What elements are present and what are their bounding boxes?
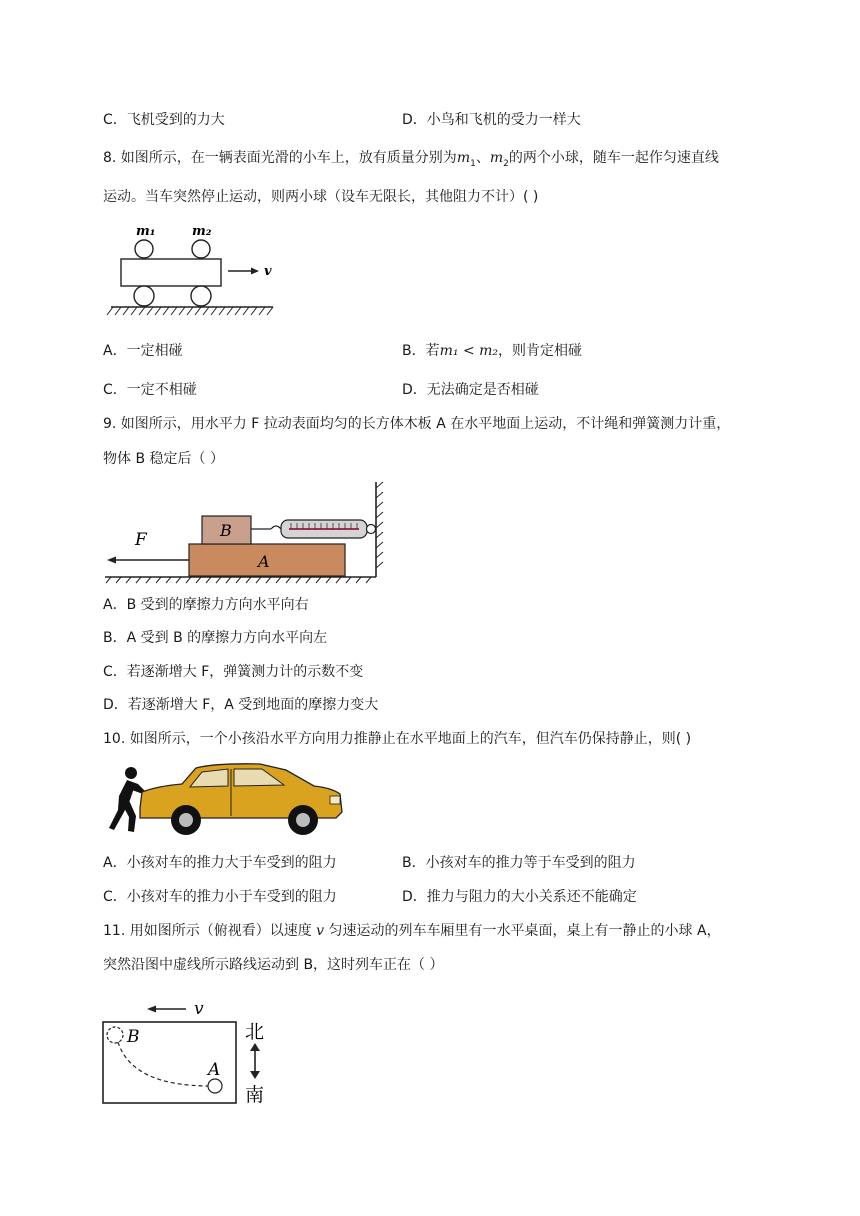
ball-m1 <box>135 240 153 258</box>
q9-option-b: B．A 受到 B 的摩擦力方向水平向左 <box>103 630 328 646</box>
label-a: A <box>208 1060 221 1080</box>
q9-option-c: C．若逐渐增大 F，弹簧测力计的示数不变 <box>103 664 364 680</box>
q10-car-figure <box>100 760 350 840</box>
cart-body <box>121 259 221 286</box>
q8-option-c: C．一定不相碰 <box>103 382 197 398</box>
south-arrow-icon <box>250 1071 260 1079</box>
label-f: F <box>135 530 147 550</box>
velocity-arrowhead-icon <box>147 1006 156 1013</box>
q7-option-c: C．飞机受到的力大 <box>103 112 225 128</box>
q8-m2-symbol: m <box>489 150 504 166</box>
q8-m2-subscript: 2 <box>503 158 509 169</box>
cart-wheel-right <box>191 286 211 306</box>
q11-stem-text-b: 匀速运动的列车车厢里有一水平桌面，桌上有一静止的小球 A， <box>324 923 721 939</box>
q8-m1-symbol: m <box>456 150 471 166</box>
q9-option-d: D．若逐渐增大 F，A 受到地面的摩擦力变大 <box>103 697 379 713</box>
q11-stem-line2: 突然沿图中虚线所示路线运动到 B，这时列车正在（ ） <box>103 957 444 973</box>
q10-option-c: C．小孩对车的推力小于车受到的阻力 <box>103 889 337 905</box>
ball-a <box>208 1079 222 1093</box>
q8-separator: 、 <box>475 150 490 166</box>
north-arrow-icon <box>250 1043 260 1051</box>
q9-stem-line2: 物体 B 稳定后（ ） <box>103 451 224 467</box>
q10-option-a: A．小孩对车的推力大于车受到的阻力 <box>103 855 337 871</box>
q8-stem-text-a: 8. 如图所示，在一辆表面光滑的小车上，放有质量分别为 <box>103 150 457 166</box>
q7-option-d: D．小鸟和飞机的受力一样大 <box>402 112 581 128</box>
q8-option-d: D．无法确定是否相碰 <box>402 382 539 398</box>
q8-stem-line2: 运动。当车突然停止运动，则两小球（设车无限长，其他阻力不计）( ) <box>103 189 539 205</box>
q9-stem-line1: 9. 如图所示，用水平力 F 拉动表面均匀的长方体木板 A 在水平地面上运动，不计绳和弹簧测力计重， <box>103 416 731 432</box>
label-m1: m₁ <box>136 224 156 239</box>
q8-option-b <box>402 341 582 361</box>
q8-cart-figure <box>103 222 303 320</box>
q8-stem-line1 <box>103 148 719 174</box>
force-arrowhead-icon <box>107 557 116 564</box>
q10-stem: 10. 如图所示，一个小孩沿水平方向用力推静止在水平地面上的汽车，但汽车仍保持静止，则( ) <box>103 731 692 747</box>
q8-option-a: A．一定相碰 <box>103 343 183 359</box>
velocity-arrowhead-icon <box>251 268 259 275</box>
label-a: A <box>258 552 270 571</box>
scale-ring <box>367 525 376 534</box>
label-b: B <box>127 1027 140 1047</box>
cart-wheel-left <box>134 286 154 306</box>
q11-train-figure <box>100 990 280 1110</box>
q8-option-b-prefix: B．若 <box>402 343 440 359</box>
label-v: v <box>264 264 272 279</box>
label-north: 北 <box>245 1021 265 1043</box>
q9-option-a: A．B 受到的摩擦力方向水平向右 <box>103 597 309 613</box>
scale-hook <box>271 526 281 529</box>
q10-option-d: D．推力与阻力的大小关系还不能确定 <box>402 889 637 905</box>
q11-stem-line1 <box>103 921 721 941</box>
label-m2: m₂ <box>192 224 212 239</box>
q8-option-b-suffix: ，则肯定相碰 <box>498 343 583 359</box>
q10-option-b: B．小孩对车的推力等于车受到的阻力 <box>402 855 636 871</box>
ball-m2 <box>192 240 210 258</box>
car-headlight <box>330 796 340 804</box>
label-south: 南 <box>245 1084 265 1106</box>
label-b: B <box>220 521 232 540</box>
q8-stem-text-b: 的两个小球，随车一起作匀速直线 <box>508 150 719 166</box>
q9-friction-figure <box>103 478 393 584</box>
label-v: v <box>194 999 204 1019</box>
q8-m1-subscript: 1 <box>470 158 476 169</box>
q8-option-b-math: m₁ < m₂ <box>439 343 499 359</box>
q11-v-symbol: v <box>316 923 325 939</box>
q11-stem-text-a: 11. 用如图所示（俯视看）以速度 <box>103 923 317 939</box>
